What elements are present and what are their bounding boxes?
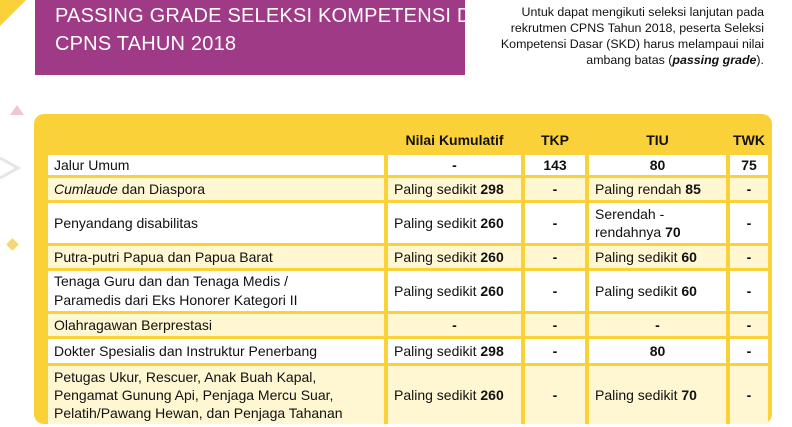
cell-tiu: 80 — [589, 339, 726, 363]
cell-twk: - — [730, 339, 768, 363]
row-label: Cumlaude dan Diaspora — [48, 178, 384, 200]
cell-tkp: - — [525, 314, 585, 336]
table-row — [48, 339, 768, 363]
row-label: Olahragawan Berprestasi — [48, 314, 384, 336]
cell-twk: - — [730, 271, 768, 311]
row-label: Jalur Umum — [48, 155, 384, 175]
header-tiu: TIU — [646, 131, 669, 148]
table-row — [48, 271, 768, 311]
cell-tiu: 80 — [589, 155, 726, 175]
cell-twk: - — [730, 314, 768, 336]
cell-kumulatif: Paling sedikit 298 — [388, 178, 521, 200]
cell-kumulatif: - — [388, 314, 521, 336]
triangle-decoration — [10, 105, 24, 115]
passing-grade-table — [44, 124, 772, 427]
corner-triangle-decoration — [0, 0, 26, 26]
cell-tiu: Paling rendah 85 — [589, 178, 726, 200]
cell-tiu: Serendah - rendahnya 70 — [589, 203, 726, 243]
chevron-decoration — [0, 158, 18, 178]
header-nilai-kumulatif: Nilai Kumulatif — [405, 131, 504, 148]
cell-tkp: - — [525, 271, 585, 311]
intro-line: ambang batas (passing grade). — [586, 53, 764, 67]
cell-tiu: - — [589, 314, 726, 336]
cell-tkp: - — [525, 339, 585, 363]
title-banner — [35, 0, 527, 75]
cell-tkp: - — [525, 178, 585, 200]
header-twk: TWK — [733, 131, 765, 148]
emphasis-text: passing grade — [672, 53, 757, 67]
cell-tiu: Paling sedikit 60 — [589, 246, 726, 268]
cell-tiu: Paling sedikit 60 — [589, 271, 726, 311]
cell-tkp: - — [525, 203, 585, 243]
cell-twk: - — [730, 366, 768, 424]
cell-kumulatif: Paling sedikit 260 — [388, 366, 521, 424]
row-label: Tenaga Guru dan dan Tenaga Medis / Paramedis dari Eks Honorer Kategori II — [48, 271, 384, 311]
page-title-line1: PASSING GRADE SELEKSI KOMPETENSI DASAR — [55, 5, 527, 27]
row-label: Putra-putri Papua dan Papua Barat — [48, 246, 384, 268]
table-row — [48, 155, 768, 175]
row-label: Dokter Spesialis dan Instruktur Penerbang — [48, 339, 384, 363]
table-row — [48, 314, 768, 336]
cell-kumulatif: - — [388, 155, 521, 175]
table-row — [48, 178, 768, 200]
cell-tkp: 143 — [525, 155, 585, 175]
cell-tkp: - — [525, 246, 585, 268]
page-title-line2: CPNS TAHUN 2018 — [55, 33, 237, 55]
cell-twk: - — [730, 246, 768, 268]
row-label: Petugas Ukur, Rescuer, Anak Buah Kapal, Pengamat Gunung Api, Penjaga Mercu Suar, Pelatih/Pawang Hewan, dan Penjaga Tahanan — [48, 366, 384, 424]
cell-twk: - — [730, 178, 768, 200]
header-tkp: TKP — [541, 131, 569, 148]
cell-kumulatif: Paling sedikit 260 — [388, 271, 521, 311]
cell-kumulatif: Paling sedikit 260 — [388, 203, 521, 243]
cell-tkp: - — [525, 366, 585, 424]
cell-tiu: Paling sedikit 70 — [589, 366, 726, 424]
table-header-row — [48, 127, 768, 152]
table-row — [48, 366, 768, 424]
cell-kumulatif: Paling sedikit 260 — [388, 246, 521, 268]
intro-line: Kompetensi Dasar (SKD) harus melampaui nilai — [500, 37, 764, 51]
table-row — [48, 203, 768, 243]
table-row — [48, 246, 768, 268]
diamond-decoration — [6, 238, 19, 251]
intro-line: Untuk dapat mengikuti seleksi lanjutan pada — [521, 5, 764, 19]
cell-twk: - — [730, 203, 768, 243]
cell-kumulatif: Paling sedikit 298 — [388, 339, 521, 363]
intro-paragraph — [478, 4, 764, 68]
intro-line: rekrutmen CPNS Tahun 2018, peserta Seleksi — [510, 21, 764, 35]
row-label: Penyandang disabilitas — [48, 203, 384, 243]
header-empty — [48, 127, 384, 152]
cell-twk: 75 — [730, 155, 768, 175]
